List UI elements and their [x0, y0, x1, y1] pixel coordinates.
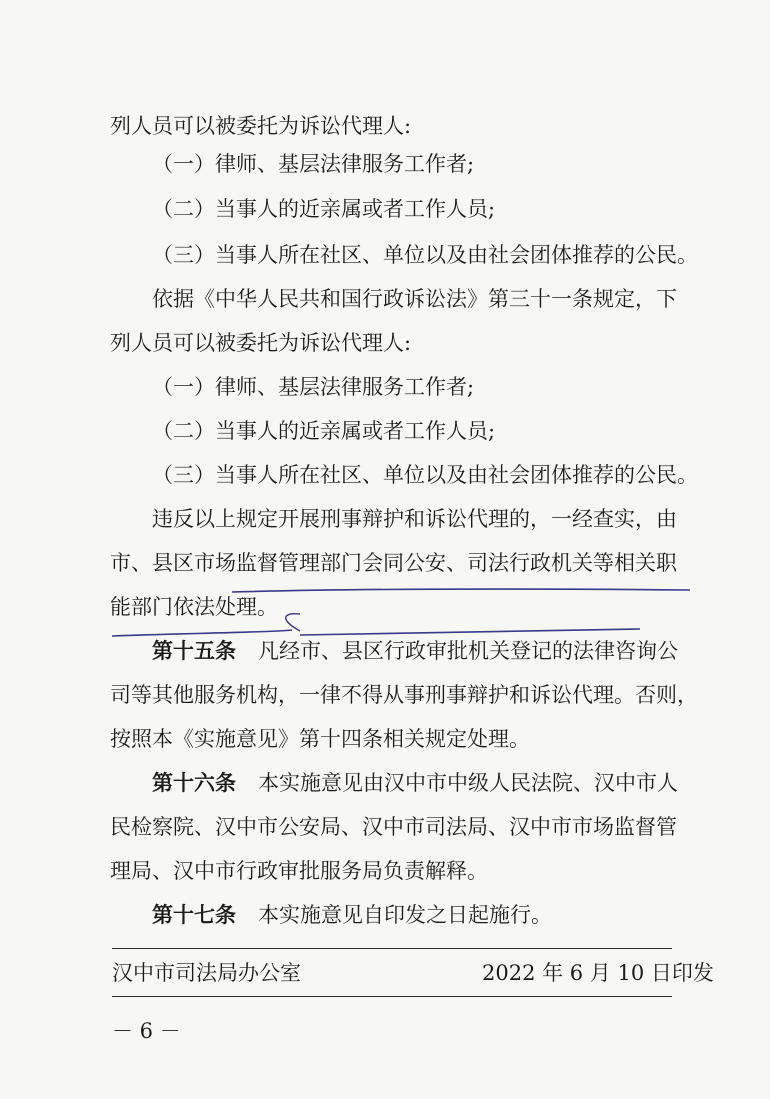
paragraph-line: 司等其他服务机构，一律不得从事刑事辩护和诉讼代理。否则，: [110, 683, 698, 707]
underline-stroke: [286, 614, 300, 631]
footer-top-rule: [112, 948, 672, 949]
paragraph-line: （二）当事人的近亲属或者工作人员;: [152, 197, 496, 221]
paragraph-line: （三）当事人所在社区、单位以及由社会团体推荐的公民。: [152, 243, 698, 267]
article-16-text: 本实施意见由汉中市中级人民法院、汉中市人: [258, 771, 678, 795]
paragraph-line: 列人员可以被委托为诉讼代理人:: [110, 114, 412, 138]
issuer-office: 汉中市司法局办公室: [112, 961, 301, 985]
paragraph-line: 依据《中华人民共和国行政诉讼法》第三十一条规定，下: [152, 287, 677, 311]
paragraph-line: 市、县区市场监督管理部门会同公安、司法行政机关等相关职: [110, 551, 677, 575]
underline-stroke: [232, 589, 690, 592]
article-17-heading: 第十七条: [152, 902, 236, 927]
article-15-text: 凡经市、县区行政审批机关登记的法律咨询公: [258, 639, 678, 663]
paragraph-line: （二）当事人的近亲属或者工作人员;: [152, 419, 496, 443]
paragraph-line: 能部门依法处理。: [110, 595, 278, 619]
paragraph-line: 按照本《实施意见》第十四条相关规定处理。: [110, 727, 530, 751]
underline-stroke: [300, 629, 640, 635]
paragraph-line: 民检察院、汉中市公安局、汉中市司法局、汉中市市场监督管: [110, 815, 677, 839]
paragraph-line: 违反以上规定开展刑事辩护和诉讼代理的，一经查实，由: [152, 507, 677, 531]
article-15-heading: 第十五条: [152, 638, 236, 663]
footer-bottom-rule: [112, 996, 672, 997]
article-17-text: 本实施意见自印发之日起施行。: [258, 903, 552, 927]
paragraph-line: （三）当事人所在社区、单位以及由社会团体推荐的公民。: [152, 463, 698, 487]
article-16-heading: 第十六条: [152, 770, 236, 795]
paragraph-line: （一）律师、基层法律服务工作者;: [152, 375, 475, 399]
paragraph-line: 列人员可以被委托为诉讼代理人:: [110, 331, 412, 355]
page-number: － 6 －: [112, 1019, 181, 1043]
underline-stroke: [112, 630, 292, 636]
paragraph-line: 理局、汉中市行政审批服务局负责解释。: [110, 859, 488, 883]
issue-date: 2022 年 6 月 10 日印发: [482, 961, 714, 985]
paragraph-line: （一）律师、基层法律服务工作者;: [152, 152, 475, 176]
